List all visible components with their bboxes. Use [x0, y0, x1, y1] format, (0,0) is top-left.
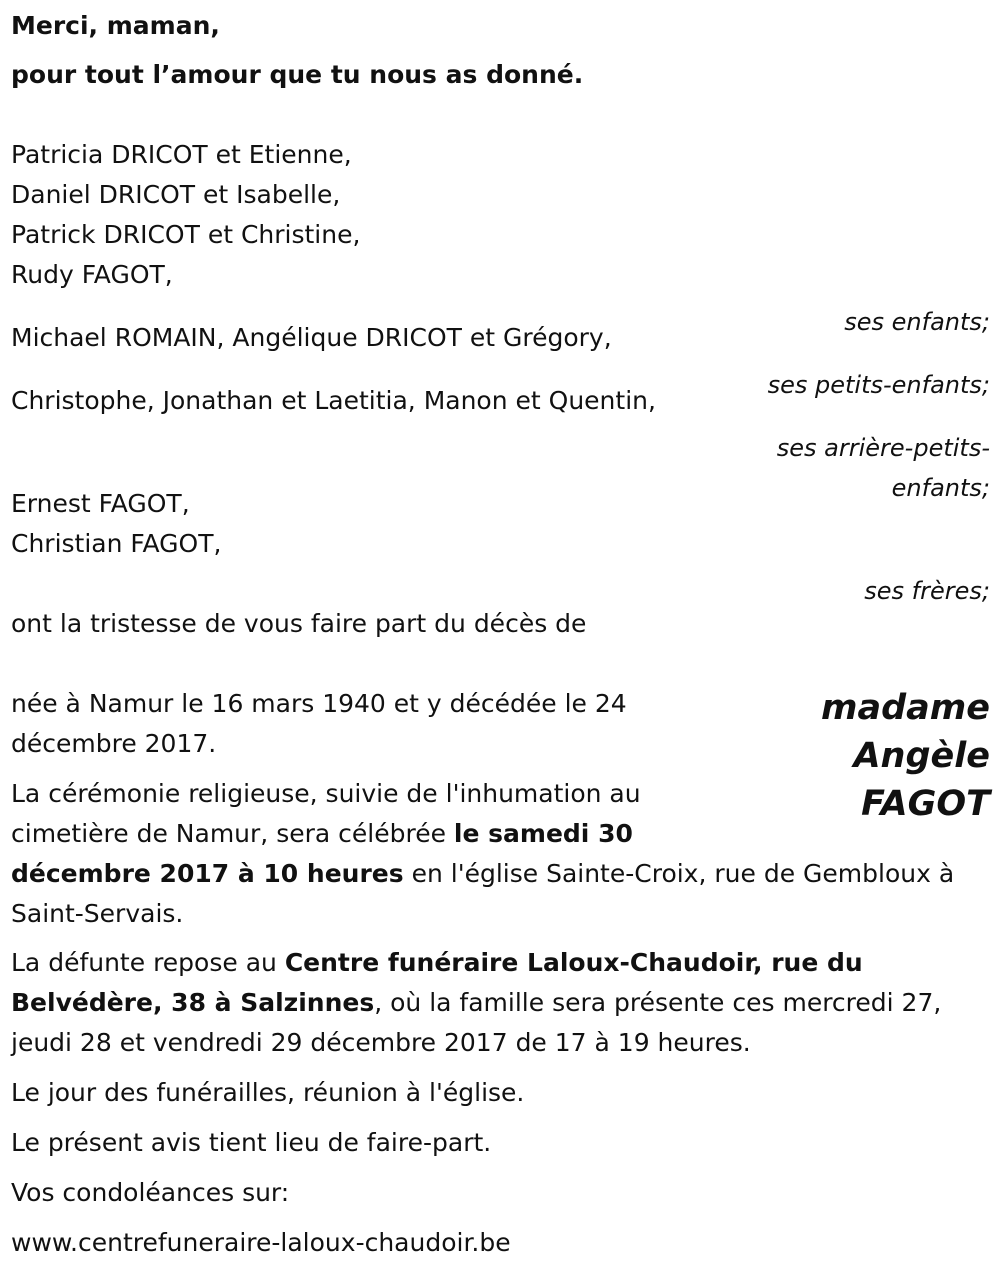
header-line-2: pour tout l’amour que tu nous as donné.	[11, 60, 584, 89]
deceased-first-name: Angèle	[853, 736, 990, 776]
condolences-label: Vos condoléances sur:	[11, 1178, 290, 1207]
grandchildren-role: ses petits-enfants;	[767, 371, 990, 399]
birth-line-2: décembre 2017.	[11, 729, 217, 758]
ceremony-line-4: Saint-Servais.	[11, 899, 184, 928]
grandchildren-names: Michael ROMAIN, Angélique DRICOT et Grégory,	[11, 323, 612, 352]
sibling-name: Ernest FAGOT,	[11, 489, 190, 518]
ceremony-line-2-plain: cimetière de Namur, sera célébrée	[11, 819, 454, 848]
great-grandchildren-role-line-2: enfants;	[891, 474, 990, 502]
ceremony-line-2	[11, 814, 633, 854]
children-role: ses enfants;	[844, 308, 990, 336]
great-grandchildren-role-line-1: ses arrière-petits-	[776, 434, 990, 462]
sibling-name: Christian FAGOT,	[11, 529, 222, 558]
deceased-name	[821, 684, 990, 828]
ceremony-time-bold: décembre 2017 à 10 heures	[11, 859, 404, 888]
ceremony-line-1: La cérémonie religieuse, suivie de l'inhumation au	[11, 779, 641, 808]
deceased-last-name: FAGOT	[861, 784, 990, 824]
rest-place-bold: Centre funéraire Laloux-Chaudoir, rue du	[284, 948, 863, 977]
rest-line-1	[11, 943, 863, 983]
ceremony-date-bold: le samedi 30	[453, 819, 633, 848]
condolences-url: www.centrefuneraire-laloux-chaudoir.be	[11, 1228, 511, 1257]
rest-line-2	[11, 983, 941, 1023]
ceremony-line-3-plain: en l'église Sainte-Croix, rue de Gembloux à	[403, 859, 955, 888]
birth-line-1: née à Namur le 16 mars 1940 et y décédée le 24	[11, 689, 627, 718]
notice: Le présent avis tient lieu de faire-part.	[11, 1128, 492, 1157]
child-name: Rudy FAGOT,	[11, 260, 173, 289]
deceased-title: madame	[821, 688, 990, 728]
rest-line-1-plain: La défunte repose au	[11, 948, 285, 977]
ceremony-line-3	[11, 854, 954, 894]
child-name: Daniel DRICOT et Isabelle,	[11, 180, 341, 209]
great-grandchildren-names: Christophe, Jonathan et Laetitia, Manon et Quentin,	[11, 386, 656, 415]
rest-line-3: jeudi 28 et vendredi 29 décembre 2017 de 17 à 19 heures.	[11, 1028, 751, 1057]
announcement: ont la tristesse de vous faire part du décès de	[11, 609, 587, 638]
funeral-day: Le jour des funérailles, réunion à l'église.	[11, 1078, 525, 1107]
rest-line-2-plain: , où la famille sera présente ces mercredi 27,	[374, 988, 942, 1017]
siblings-role: ses frères;	[864, 577, 990, 605]
rest-address-bold: Belvédère, 38 à Salzinnes	[11, 988, 375, 1017]
header-line-1: Merci, maman,	[11, 11, 220, 40]
child-name: Patricia DRICOT et Etienne,	[11, 140, 352, 169]
child-name: Patrick DRICOT et Christine,	[11, 220, 361, 249]
